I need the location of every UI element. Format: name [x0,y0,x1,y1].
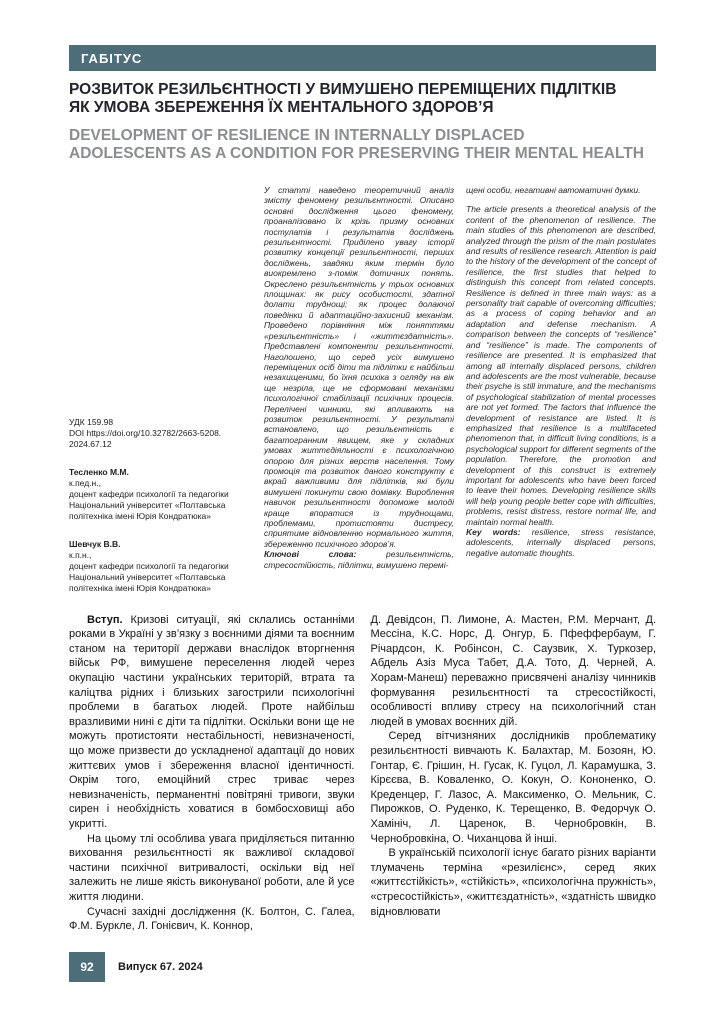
abstract-en-text: The article presents a theoretical analysis of the content of the phenomenon of resilience. The main studies of this phenomenon are described, analyzed through the prism of the main postulates and results of resilience research. Attention is paid to the history of the development of the concept of resilience, the first studies that helped to distinguish this concept from related concepts. Resilience is defined in three main ways: as a personality trait capable of overcoming difficulties; as a process of coping behavior and an adaptation and defense mechanism. A comparison between the concepts of “resilience” and “resilience” is made. The components of resilience are presented. It is emphasized that among all internally displaced persons, children and adolescents are the most vulnerable, because their psyche is still immature, and the mechanisms of psychological stabilization of mental processes are not yet formed. The factors that influence the development of resistance are listed. It is emphasized that resilience is a multifaceted phenomenon that, in difficult living conditions, is a psychological support for different segments of the population. Therefore, the promotion and development of this construct is extremely important for adolescents who have been forced to leave their homes. Developing resilience skills will help young people better cope with difficulties, problems, resist distress, restore normal life, and maintain normal health. [466,204,656,527]
author-affiliation: Національний університет «Полтавська політехніка імені Юрія Кондратюка» [69,500,226,522]
author-name: Тесленко М.М. [69,466,129,477]
keywords-uk-part2: щені особи, негативні автоматичні думки. [466,185,641,195]
body-paragraph: Д. Девідсон, П. Лимоне, А. Мастен, Р.М. Мерчант, Д. Мессіна, К.С. Норс, Д. Онгур, Б. Пфеффербаум, Г. Річардсон, К. Робінсон, С. Саузвик, Х. Туркозер, Абдель Азіз Муса Табет, Д.А. Тото, Д. Черней, А. Хорам-Манеш) переважно присвячені аналізу чинників формування резильєнтності та стресостійкості, особливості впливу стресу на психологічний стан людей в умовах воєнних дій. [370,613,656,728]
author-block-2 [69,539,254,595]
paragraph-text: Кризові ситуації, які склались останніми роками в Україні у зв’язку з воєнними діями та воєнним станом на території держави внаслідок вторгнення військ РФ, вимушене переселення людей через окупацію частини українських територій, втрата та каліцтва рідних і близьких загострили психологічні проблеми в багатьох людей. Проте найбільш вразливими нині є діти та підлітки. Оскільки вони ще не можуть протистояти нестабільності, невизначеності, що може призвести до ускладненої адаптації до нових життєвих умов і збереження власної ідентичності. Окрім того, емоційний стрес триває через невизначеність, перманентні повітряні тривоги, звуки сирен і необхідність ховатися в бомбосховищі або укритті. [69,613,355,830]
intro-label: Вступ. [87,613,123,626]
abstract-uk-keywords [264,549,454,570]
issue-label: Випуск 67. 2024 [118,961,203,973]
page-number-badge: 92 [69,952,105,982]
body-paragraph: В українській психології існує багато різних варіанти тлумачень терміна «резилієнс», серед яких «життєстійкість», «стійкість», «психологічна пружність», «стресостійкість», «життєздатність», «здатність швидко відновлювати [370,847,656,918]
body-paragraph: На цьому тлі особлива увага приділяється питанню виховання резильєнтності як важливої складової частини психічної витривалості, оскільки від неї залежить не лише якість виконуваної роботи, але й усе життя людини. [69,832,355,903]
body-paragraph: Сучасні західні дослідження (К. Болтон, С. Галеа, Ф.М. Буркле, Л. Гонієвич, К. Коннор, [69,905,355,933]
author-name: Шевчук В.В. [69,538,121,549]
article-title-en-line2: ADOLESCENTS AS A CONDITION FOR PRESERVING THEIR MENTAL HEALTH [69,145,644,162]
keywords-label-uk: Ключові слова: [264,549,357,560]
abstract-uk-column [264,185,454,595]
article-body [69,613,656,934]
article-title-uk [69,81,656,117]
abstract-section [69,185,656,595]
keywords-en: resilience, stress resistance, adolescents, internally displaced persons, negative automatic thoughts. [466,527,656,558]
keywords-uk-part1: резильєнтність, стресостійкість, підлітки, вимушено перемі- [264,549,454,570]
article-title-uk-line1: РОЗВИТОК РЕЗИЛЬЄНТНОСТІ У ВИМУШЕНО ПЕРЕМІЩЕНИХ ПІДЛІТКІВ [69,81,617,98]
article-title-en [69,127,656,163]
abstract-en-column [466,185,656,595]
article-meta-column [69,185,264,595]
doi-link[interactable]: DOI https://doi.org/10.32782/2663-5208. 2024.67.12 [69,428,222,450]
abstract-uk-text: У статті наведено теоретичний аналіз змісту феномену резильєнтності. Описано основні дослідження цього феномену, проаналізовано їх крізь призму основних постулатів і результатів досліджень резильєнтності. Приділено увагу історії розвитку концепції резильєнтності, перших досліджень, завдяки яким термін було виокремлено з-поміж дотичних понять. Окреслено резильєнтність у трьох основних площинах: як рису особистості, здатної долати труднощі; як процес долаючої поведінки й адаптаційно-захисний механізм. Проведено порівняння між поняттями «резильєнтність» і «життєздатність». Представлені компоненти резильєнтності. Наголошено, що серед усіх вимушено переміщених осіб діти та підлітки є найбільш незахищеними, бо їхня психіка з огляду на вік ще незріла, ще не сформовані механізми психологічної стабілізації психічних процесів. Перелічені чинники, які впливають на розвиток резильєнтності. У результаті встановлено, що резильєнтність є багатогранним явищем, яке у складних умовах життєдіяльності є психологічною опорою для різних верств населення. Тому промоція та розвиток даного конструкту є вкрай важливими для підлітків, які були вимушені покинути свою домівку. Вироблення навичок резильєнтності допоможе молоді краще впоратися із труднощами, проблемами, протистояти дистресу, сприятиме відновленню нормального життя, збереженню психічного здоров’я. [264,185,454,549]
abstract-en-keywords [466,527,656,558]
keywords-label-en: Key words: [466,527,521,537]
page-footer [69,952,203,982]
author-block-1 [69,467,254,523]
body-column-right [371,613,657,934]
udc-code: УДК 159.98 [69,417,114,427]
body-paragraph [69,613,355,832]
author-affiliation: Національний університет «Полтавська політехніка імені Юрія Кондратюка» [69,572,226,594]
author-position: доцент кафедри психології та педагогіки [69,489,229,500]
article-title-en-line1: DEVELOPMENT OF RESILIENCE IN INTERNALLY DISPLACED [69,127,525,144]
body-paragraph: Серед вітчизняних дослідників проблематику резильєнтності вивчають К. Балахтар, М. Бозоян, Ю. Гонтар, Є. Грішин, Н. Гусак, К. Гуцол, Л. Карамушка, З. Кірєєва, В. Коваленко, О. Кокун, О. Кононенко, О. Креденцер, Г. Лазос, А. Максименко, О. Мельник, С. Пирожков, О. Руденко, К. Терещенко, В. Федорчук О. Хамініч, Л. Царенок, В. Чернобровкін, В. Чернобровкіна, О. Чиханцова й інші. [370,730,656,845]
body-column-left [69,613,355,934]
author-degree: к.п.н., [69,549,92,560]
journal-header-bar [69,45,656,71]
udc-doi-block [69,417,254,451]
author-degree: к.пед.н., [69,477,101,488]
journal-name: ГАБІТУС [81,50,143,66]
article-title-uk-line2: ЯК УМОВА ЗБЕРЕЖЕННЯ ЇХ МЕНТАЛЬНОГО ЗДОРОВ’Я [69,99,494,116]
author-position: доцент кафедри психології та педагогіки [69,561,229,572]
